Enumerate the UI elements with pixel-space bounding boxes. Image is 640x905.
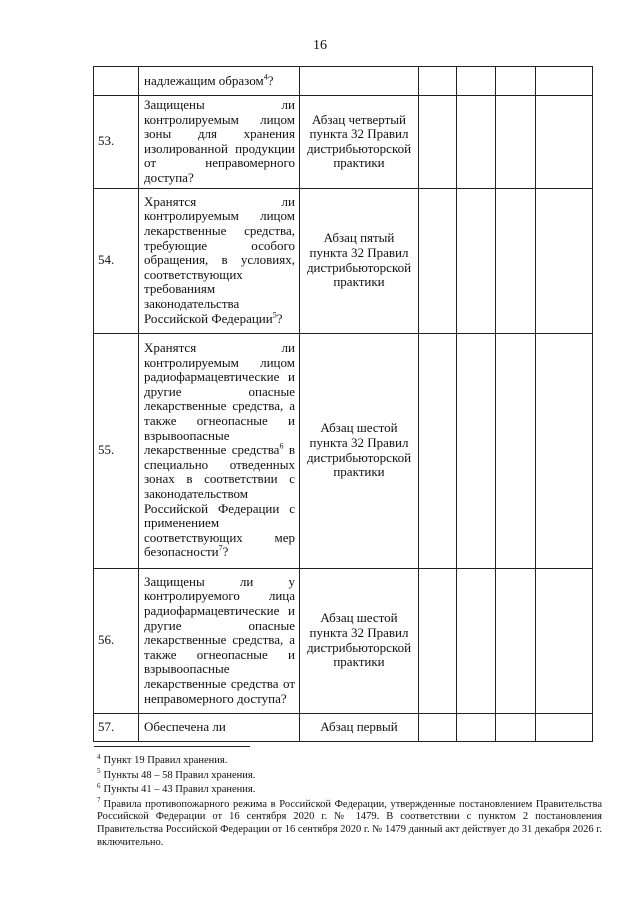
table-row (94, 96, 593, 189)
answer-cell (419, 67, 457, 96)
answer-cell (419, 333, 457, 568)
footnote-ref: 4 (263, 72, 268, 82)
question-tail: ? (276, 310, 283, 326)
answer-cell (419, 568, 457, 713)
table-row (94, 333, 593, 568)
reference-cell: Абзац шестой пункта 32 Правил дистрибьюторской практики (300, 568, 419, 713)
answer-cell (496, 67, 536, 96)
footnote-ref: 7 (218, 544, 223, 554)
note-cell (536, 568, 593, 713)
question-cell (139, 333, 300, 568)
footnote-text: Правила противопожарного режима в Российской Федерации, утвержденные постановлением Правительства Российской Федерации от 16 сентября 2020 г. № 1479. В соответствии с пунктом 2 постановления Правительства Российской Федерации от 16 сентября 2020 г. № 1479 данный акт действует до 31 декабря 2026 г. включительно. (97, 798, 602, 848)
page-number: 16 (313, 38, 327, 53)
reference-cell (300, 67, 419, 96)
answer-cell (419, 96, 457, 189)
answer-cell (496, 96, 536, 189)
footnote-text: Пункты 41 – 43 Правил хранения. (103, 784, 256, 796)
question-text-continued: в специально отведенных зонах в соответствии с законодательством Российской Федерации с применением соответствующих мер безопасности (144, 442, 295, 560)
note-cell (536, 713, 593, 741)
footnote-mark: 7 (97, 796, 101, 805)
footnote-mark: 4 (97, 752, 101, 761)
question-text: Хранятся ли контролируемым лицом лекарственные средства, требующие особого обращения, в условиях, соответствующих требованиям законодательства Российской Федерации (144, 193, 295, 326)
reference-cell: Абзац шестой пункта 32 Правил дистрибьюторской практики (300, 333, 419, 568)
answer-cell (457, 188, 496, 333)
checklist-table (93, 66, 593, 742)
question-cell: Защищены ли контролируемым лицом зоны для хранения изолированной продукции от неправомерного доступа? (139, 96, 300, 189)
note-cell (536, 67, 593, 96)
table-row (94, 188, 593, 333)
answer-cell (419, 713, 457, 741)
answer-cell (457, 96, 496, 189)
table-row (94, 713, 593, 741)
footnote-ref: 5 (272, 310, 277, 320)
footnote-mark: 6 (97, 781, 101, 790)
question-tail: ? (222, 544, 229, 560)
answer-cell (457, 568, 496, 713)
question-cell: Обеспечена ли (139, 713, 300, 741)
reference-cell: Абзац пятый пункта 32 Правил дистрибьюторской практики (300, 188, 419, 333)
question-cell: Защищены ли у контролируемого лица радиофармацевтические и другие опасные лекарственные средства, а также огнеопасные и взрывоопасные лекарственные средства от неправомерного доступа? (139, 568, 300, 713)
reference-cell: Абзац первый (300, 713, 419, 741)
row-number: 56. (94, 568, 139, 713)
question-text: Хранятся ли контролируемым лицом радиофармацевтические и другие опасные лекарственные средства, а также огнеопасные и взрывоопасные лекарственные средства (144, 340, 295, 458)
answer-cell (496, 713, 536, 741)
footnote-divider (94, 746, 250, 747)
footnote-text: Пункты 48 – 58 Правил хранения. (103, 769, 256, 781)
answer-cell (457, 67, 496, 96)
row-number: 55. (94, 333, 139, 568)
note-cell (536, 96, 593, 189)
answer-cell (419, 188, 457, 333)
note-cell (536, 188, 593, 333)
question-text: надлежащим образом (144, 72, 264, 88)
row-number: 54. (94, 188, 139, 333)
table-row (94, 568, 593, 713)
footnote-ref: 6 (279, 441, 284, 451)
footnote (97, 767, 602, 783)
question-tail: ? (267, 72, 274, 88)
note-cell (536, 333, 593, 568)
table-row (94, 67, 593, 96)
row-number: 57. (94, 713, 139, 741)
question-cell (139, 188, 300, 333)
row-number (94, 67, 139, 96)
answer-cell (496, 188, 536, 333)
footnote-mark: 5 (97, 767, 101, 776)
row-number: 53. (94, 96, 139, 189)
footnotes (97, 752, 602, 851)
footnote-text: Пункт 19 Правил хранения. (103, 755, 228, 766)
answer-cell (496, 333, 536, 568)
footnote (97, 796, 602, 849)
answer-cell (457, 333, 496, 568)
answer-cell (496, 568, 536, 713)
reference-cell: Абзац четвертый пункта 32 Правил дистрибьюторской практики (300, 96, 419, 189)
footnote (97, 781, 602, 797)
question-cell (139, 67, 300, 96)
answer-cell (457, 713, 496, 741)
footnote (97, 752, 602, 768)
